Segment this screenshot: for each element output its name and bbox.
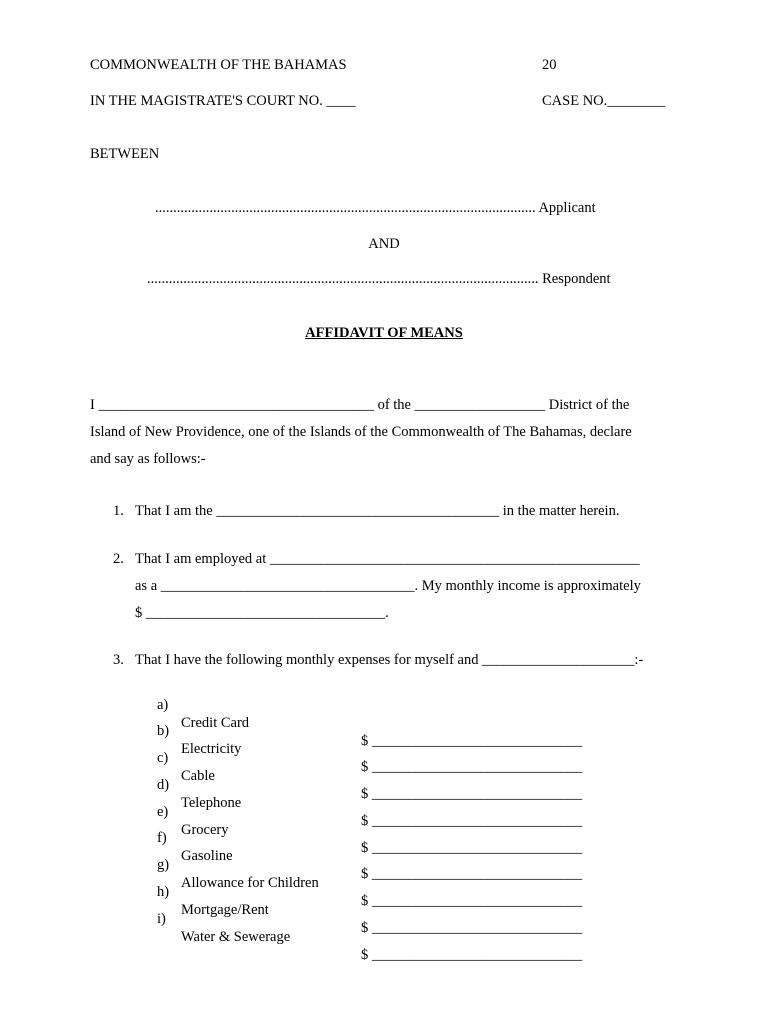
intro-line-1[interactable]: I ______________________________________ of the __________________ District of the: [90, 397, 630, 413]
commonwealth-heading: COMMONWEALTH OF THE BAHAMAS: [90, 57, 347, 73]
expense-letter: d): [157, 777, 170, 793]
expense-name: Cable: [181, 768, 215, 784]
item-3-text[interactable]: That I have the following monthly expenses for myself and _____________________:-: [135, 652, 644, 668]
and-label: AND: [368, 236, 400, 252]
expense-amount-field[interactable]: $ _____________________________: [361, 893, 583, 909]
court-heading: IN THE MAGISTRATE'S COURT NO. ____: [90, 93, 356, 109]
expense-amount-field[interactable]: $ _____________________________: [361, 759, 583, 775]
intro-line-2: Island of New Providence, one of the Islands of the Commonwealth of The Bahamas, declare: [90, 424, 632, 440]
case-number-field[interactable]: CASE NO.________: [542, 93, 666, 109]
expense-letter: e): [157, 804, 169, 820]
expense-amount-field[interactable]: $ _____________________________: [361, 840, 583, 856]
expense-amount-field[interactable]: $ _____________________________: [361, 947, 583, 963]
expense-name: Mortgage/Rent: [181, 902, 269, 918]
year-field[interactable]: 20: [542, 57, 557, 73]
expense-amount-field[interactable]: $ _____________________________: [361, 866, 583, 882]
expense-name: Water & Sewerage: [181, 929, 291, 945]
expense-amount-field[interactable]: $ _____________________________: [361, 733, 583, 749]
item-1-text[interactable]: That I am the _______________________________________ in the matter herein.: [135, 503, 620, 519]
item-2-number: 2.: [113, 551, 124, 567]
expense-letter: f): [157, 830, 167, 846]
item-2-employer-line[interactable]: That I am employed at ___________________________________________________: [135, 551, 640, 567]
expense-letter: g): [157, 857, 170, 873]
expense-name: Electricity: [181, 741, 242, 757]
expense-name: Credit Card: [181, 715, 250, 731]
expense-letter: a): [157, 697, 169, 713]
expense-letter: c): [157, 750, 169, 766]
expense-amount-field[interactable]: $ _____________________________: [361, 786, 583, 802]
item-3-number: 3.: [113, 652, 124, 668]
expense-letter: b): [157, 723, 170, 739]
expense-letter: h): [157, 884, 170, 900]
document-title: AFFIDAVIT OF MEANS: [305, 325, 463, 341]
item-1-number: 1.: [113, 503, 124, 519]
expense-letter: i): [157, 911, 166, 927]
between-label: BETWEEN: [90, 146, 160, 162]
intro-line-3: and say as follows:-: [90, 451, 206, 467]
expense-amount-field[interactable]: $ _____________________________: [361, 920, 583, 936]
item-2-position-line[interactable]: as a ___________________________________. My monthly income is approximately: [135, 578, 641, 594]
expense-name: Grocery: [181, 822, 229, 838]
expense-amount-field[interactable]: $ _____________________________: [361, 813, 583, 829]
applicant-line[interactable]: ......................................................................................................... Applicant: [155, 200, 596, 216]
item-2-income-line[interactable]: $ _________________________________.: [135, 605, 389, 621]
respondent-line[interactable]: ............................................................................................................ Respondent: [147, 271, 611, 287]
expense-name: Gasoline: [181, 848, 233, 864]
expense-name: Allowance for Children: [181, 875, 319, 891]
expense-name: Telephone: [181, 795, 242, 811]
